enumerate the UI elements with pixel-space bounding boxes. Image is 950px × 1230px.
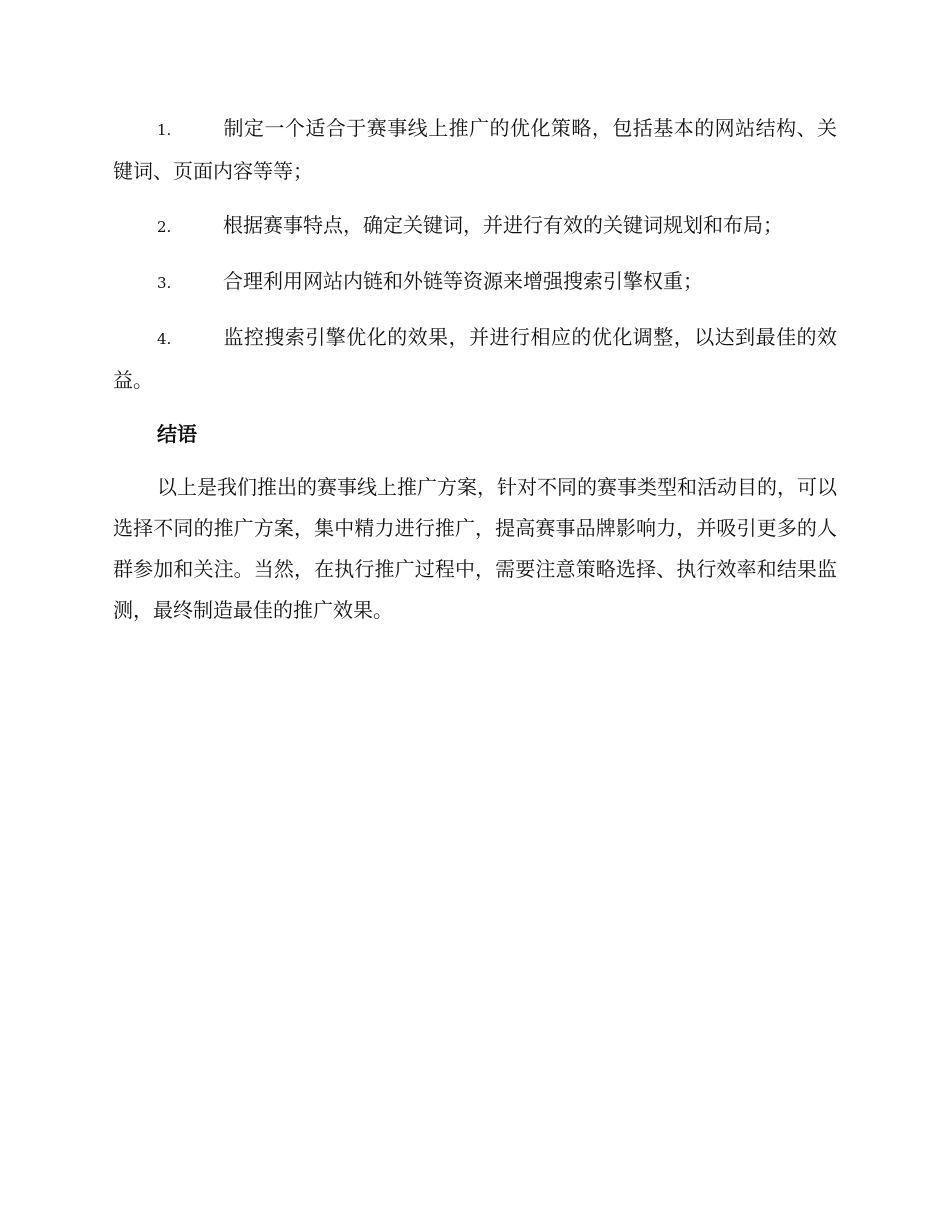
list-text: 制定一个适合于赛事线上推广的优化策略，包括基本的网站结构、关键词、页面内容等等； bbox=[113, 116, 837, 183]
list-text: 合理利用网站内链和外链等资源来增强搜索引擎权重； bbox=[223, 269, 703, 293]
list-number: 2. bbox=[157, 218, 172, 236]
list-item bbox=[113, 261, 837, 304]
conclusion-paragraph: 以上是我们推出的赛事线上推广方案，针对不同的赛事类型和活动目的，可以选择不同的推广方案，集中精力进行推广，提高赛事品牌影响力，并吸引更多的人群参加和关注。当然，在执行推广过程中，需要注意策略选择、执行效率和结果监测，最终制造最佳的推广效果。 bbox=[113, 475, 837, 622]
list-number: 4. bbox=[157, 330, 172, 348]
list-item bbox=[113, 205, 837, 248]
list-item bbox=[113, 317, 837, 401]
document-page bbox=[113, 108, 837, 631]
section-heading-conclusion: 结语 bbox=[157, 422, 197, 446]
list-text: 根据赛事特点，确定关键词，并进行有效的关键词规划和布局； bbox=[223, 213, 783, 237]
list-number: 1. bbox=[157, 121, 172, 139]
list-number: 3. bbox=[157, 274, 172, 292]
list-text: 监控搜索引擎优化的效果，并进行相应的优化调整，以达到最佳的效益。 bbox=[113, 325, 837, 392]
list-item bbox=[113, 108, 837, 192]
